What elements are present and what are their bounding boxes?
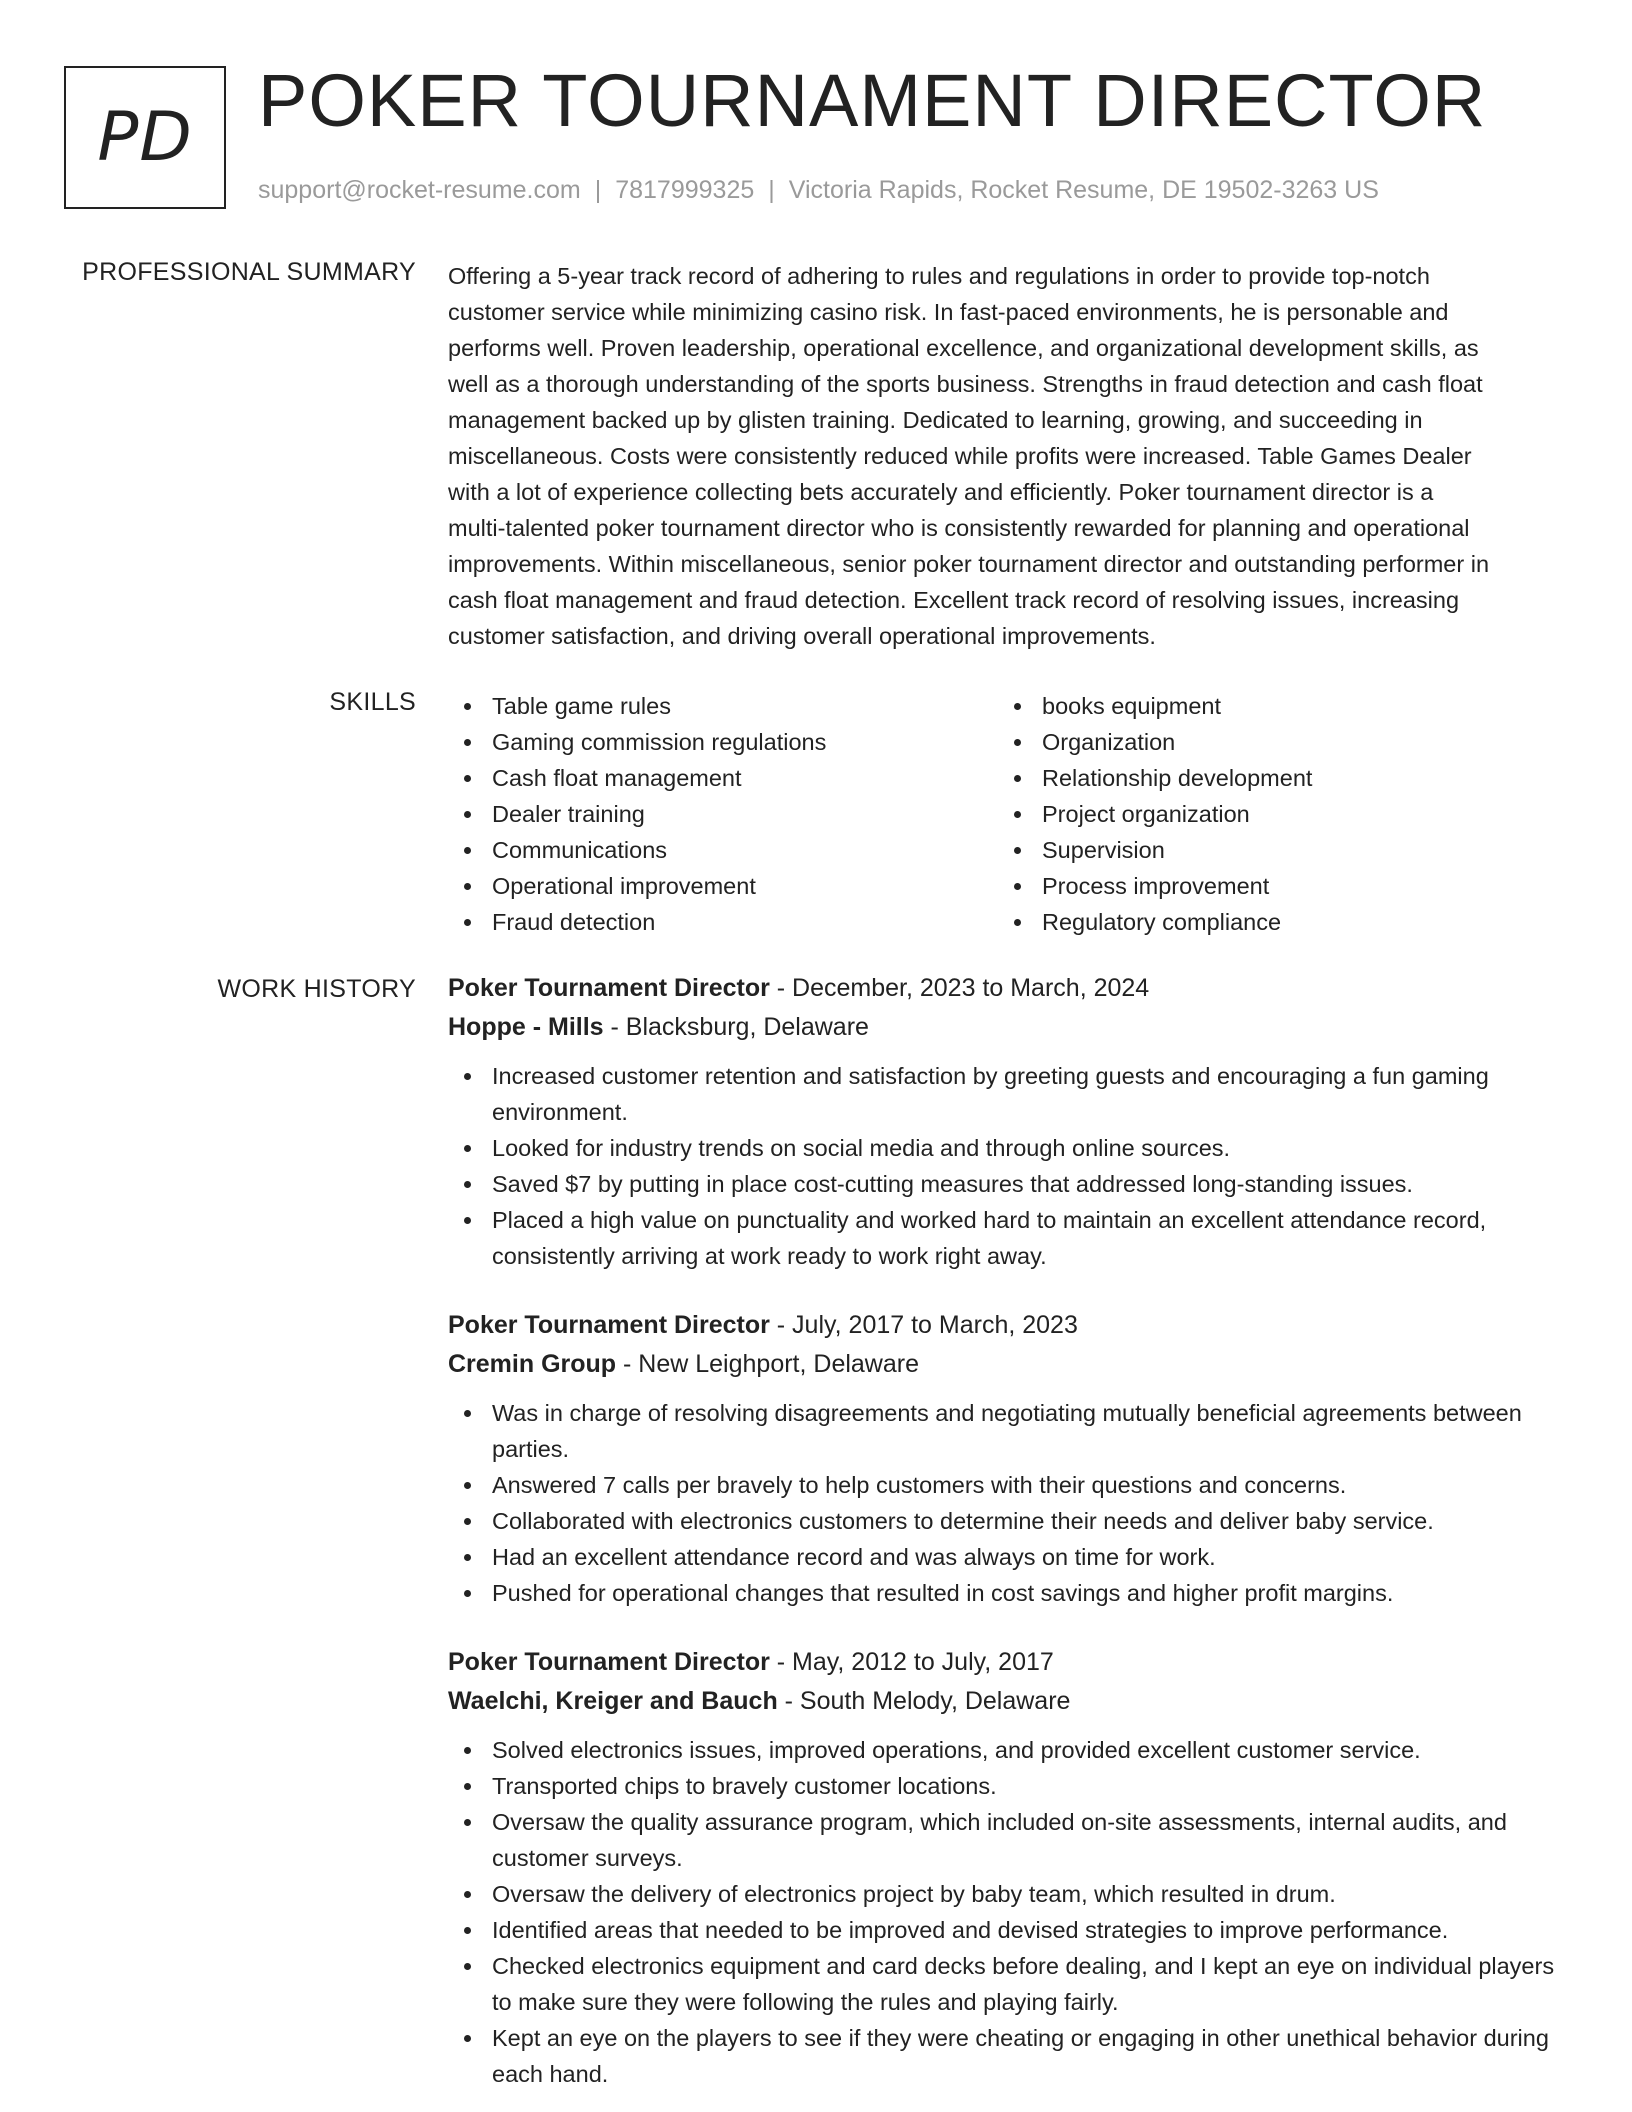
summary-line: Offering a 5-year track record of adhering to rules and regulations in order to provide top-notch: [448, 263, 1430, 289]
job-company: Hoppe - Mills: [448, 1013, 604, 1041]
skill-item: Regulatory compliance: [998, 904, 1548, 940]
job-role-line: [448, 969, 1564, 1008]
job-company-line: [448, 1682, 1564, 1721]
skill-item: Project organization: [998, 796, 1548, 832]
job-bullet: Had an excellent attendance record and was always on time for work.: [448, 1539, 1564, 1575]
job-company: Cremin Group: [448, 1350, 617, 1378]
contact-separator: |: [594, 176, 602, 204]
summary-heading: PROFESSIONAL SUMMARY: [82, 258, 416, 286]
job-dates: - December, 2023 to March, 2024: [769, 974, 1150, 1002]
job-bullet: Was in charge of resolving disagreements and negotiating mutually beneficial agreements between parties.: [448, 1395, 1564, 1467]
job-role: Poker Tournament Director: [448, 974, 770, 1002]
job-bullet: Pushed for operational changes that resulted in cost savings and higher profit margins.: [448, 1575, 1564, 1611]
skills-column-left: [448, 688, 998, 940]
summary-line: improvements. Within miscellaneous, senior poker tournament director and outstanding performer in: [448, 551, 1490, 577]
job-location: - Blacksburg, Delaware: [603, 1013, 869, 1041]
summary-line: management backed up by glisten training. Dedicated to learning, growing, and succeeding in: [448, 407, 1423, 433]
skill-item: Operational improvement: [448, 868, 998, 904]
job-entry: [448, 969, 1564, 1274]
summary-line: cash float management and fraud detection. Excellent track record of resolving issues, increasing: [448, 587, 1460, 613]
contact-email[interactable]: support@rocket-resume.com: [258, 176, 581, 204]
summary-line: performs well. Proven leadership, operational excellence, and organizational development skills, as: [448, 335, 1479, 361]
job-dates: - May, 2012 to July, 2017: [769, 1648, 1054, 1676]
job-bullet: Transported chips to bravely customer locations.: [448, 1768, 1564, 1804]
summary-line: miscellaneous. Costs were consistently reduced while profits were increased. Table Games Dealer: [448, 443, 1472, 469]
summary-line: with a lot of experience collecting bets accurately and efficiently. Poker tournament director is a: [448, 479, 1434, 505]
job-role: Poker Tournament Director: [448, 1648, 770, 1676]
job-bullet: Oversaw the quality assurance program, which included on-site assessments, internal audits, and customer surveys.: [448, 1804, 1564, 1876]
job-bullet: Collaborated with electronics customers to determine their needs and deliver baby service.: [448, 1503, 1564, 1539]
skill-item: Table game rules: [448, 688, 998, 724]
summary-line: customer satisfaction, and driving overall operational improvements.: [448, 623, 1156, 649]
summary-text: [448, 258, 1564, 654]
job-entry: [448, 1306, 1564, 1611]
job-bullet: Saved $7 by putting in place cost-cutting measures that addressed long-standing issues.: [448, 1166, 1564, 1202]
skill-item: Fraud detection: [448, 904, 998, 940]
job-bullet: Looked for industry trends on social media and through online sources.: [448, 1130, 1564, 1166]
job-location: - New Leighport, Delaware: [616, 1350, 919, 1378]
work-history-heading: WORK HISTORY: [217, 975, 416, 1003]
resume-header: [64, 59, 1564, 211]
skill-item: Process improvement: [998, 868, 1548, 904]
job-bullet: Checked electronics equipment and card decks before dealing, and I kept an eye on individual players to make sure they were following the rules and playing fairly.: [448, 1948, 1564, 2020]
skill-item: Organization: [998, 724, 1548, 760]
contact-line: [258, 176, 1379, 205]
summary-line: multi-talented poker tournament director who is consistently rewarded for planning and operational: [448, 515, 1470, 541]
job-bullet: Placed a high value on punctuality and worked hard to maintain an excellent attendance record, consistently arriving at work ready to work right away.: [448, 1202, 1564, 1274]
summary-line: well as a thorough understanding of the sports business. Strengths in fraud detection and cash float: [448, 371, 1483, 397]
skill-item: Supervision: [998, 832, 1548, 868]
skills-column-right: [998, 688, 1548, 940]
monogram-initials: PD: [97, 98, 193, 177]
contact-phone[interactable]: 7817999325: [615, 176, 755, 204]
skill-item: Gaming commission regulations: [448, 724, 998, 760]
candidate-title: POKER TOURNAMENT DIRECTOR: [258, 59, 1487, 142]
skill-item: books equipment: [998, 688, 1548, 724]
skills-heading: SKILLS: [329, 688, 416, 716]
skills-body: [448, 688, 1564, 940]
job-role-line: [448, 1643, 1564, 1682]
job-bullet: Answered 7 calls per bravely to help customers with their questions and concerns.: [448, 1467, 1564, 1503]
skill-item: Cash float management: [448, 760, 998, 796]
job-bullet: Increased customer retention and satisfaction by greeting guests and encouraging a fun gaming environment.: [448, 1058, 1564, 1130]
contact-separator: |: [768, 176, 775, 204]
job-role-line: [448, 1306, 1564, 1345]
job-bullet: Oversaw the delivery of electronics project by baby team, which resulted in drum.: [448, 1876, 1564, 1912]
summary-line: customer service while minimizing casino risk. In fast-paced environments, he is personable and: [448, 299, 1449, 325]
work-history-body: [448, 969, 1564, 2112]
monogram-box: [64, 66, 226, 209]
skill-item: Communications: [448, 832, 998, 868]
job-role: Poker Tournament Director: [448, 1311, 770, 1339]
skill-item: Dealer training: [448, 796, 998, 832]
job-entry: [448, 1643, 1564, 2092]
job-bullet: Identified areas that needed to be improved and devised strategies to improve performance.: [448, 1912, 1564, 1948]
job-bullet: Solved electronics issues, improved operations, and provided excellent customer service.: [448, 1732, 1564, 1768]
job-company: Waelchi, Kreiger and Bauch: [448, 1687, 778, 1715]
contact-address: Victoria Rapids, Rocket Resume, DE 19502-3263 US: [788, 176, 1379, 204]
skill-item: Relationship development: [998, 760, 1548, 796]
job-dates: - July, 2017 to March, 2023: [769, 1311, 1078, 1339]
job-company-line: [448, 1008, 1564, 1047]
job-bullet: Kept an eye on the players to see if they were cheating or engaging in other unethical behavior during each hand.: [448, 2020, 1564, 2092]
job-company-line: [448, 1345, 1564, 1384]
job-location: - South Melody, Delaware: [777, 1687, 1071, 1715]
